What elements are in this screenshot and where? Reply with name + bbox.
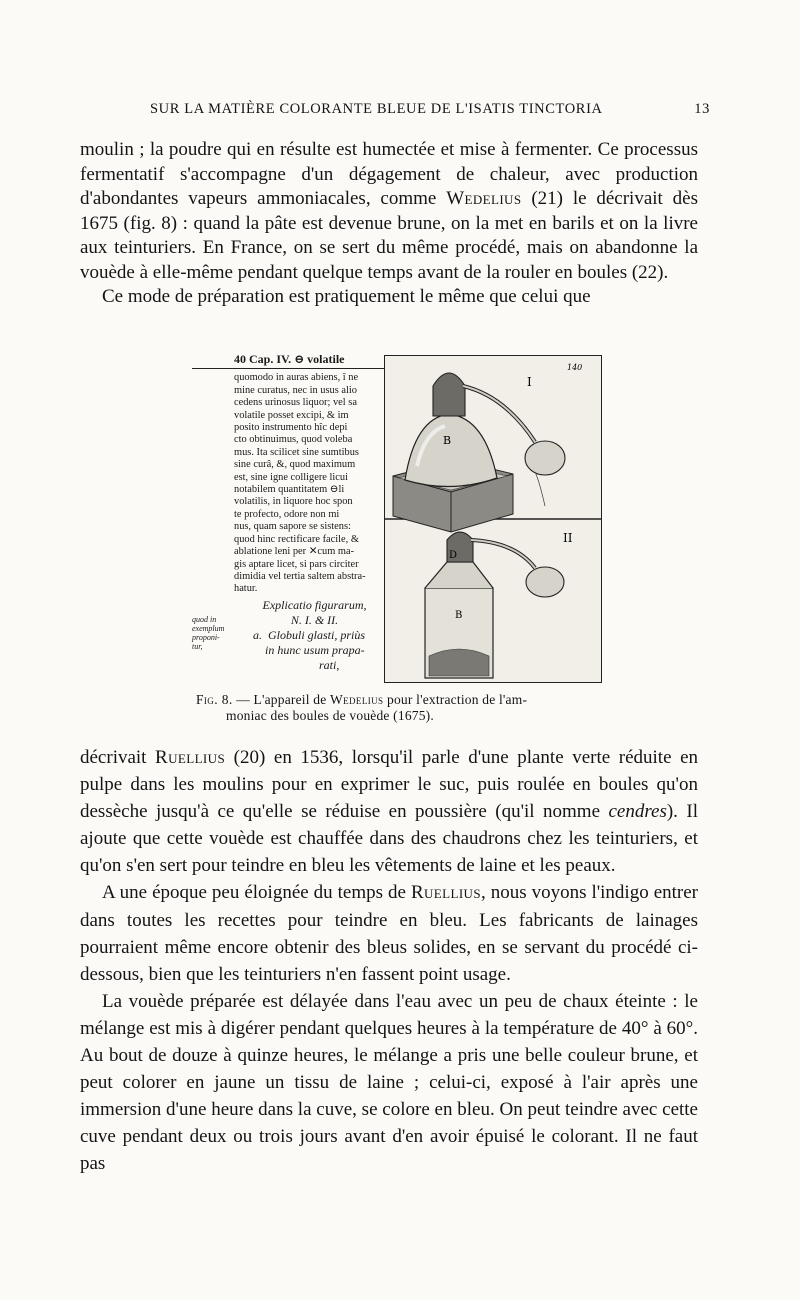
book-text-line: te profecto, odore non mi [234, 508, 340, 520]
book-caption-line: in hunc usum prapa- [253, 643, 365, 657]
lower-receiver-flask [526, 567, 564, 597]
book-page-header: 40 Cap. IV. ⊖ volatile [192, 353, 386, 369]
body-text-top [80, 138, 698, 310]
book-text-line: volatilis, in liquore hoc spon [234, 496, 353, 508]
plate-label-top-roman: I [527, 375, 532, 389]
figure-8 [192, 353, 600, 683]
alembic-neck [433, 373, 465, 416]
paragraph [80, 879, 698, 987]
text-run: ). Il ajoute que cette vouède est chauffée dans des chaudrons chez les teinturiers, et qu'on s'en sert pour teindre en bleu les vêtements de laine et les peaux. [80, 801, 698, 877]
text-run: . [663, 261, 669, 283]
book-text-line: gis aptare licet, si pars circiter [234, 558, 359, 570]
running-header [80, 101, 710, 123]
reference-mark: (20) [233, 747, 266, 768]
paragraph [80, 138, 698, 285]
running-title: SUR LA MATIÈRE COLORANTE BLEUE DE L'ISATIS TINCTORIA [150, 101, 603, 117]
reference-mark: (21) [531, 188, 563, 209]
text-run: décrivait [80, 747, 156, 768]
book-text-line: hatur. [234, 583, 258, 595]
book-text-line: volatile posset excipi, & im [234, 409, 349, 421]
book-text-line: quod hinc rectificare facile, & [234, 533, 359, 545]
book-page-text [192, 372, 386, 595]
italic-term: cendres [608, 801, 667, 823]
caption-text: — L'appareil de [232, 692, 330, 707]
text-run: A une époque peu éloignée du temps de [102, 882, 411, 904]
book-text-line: mus. Ita scilicet sine sumtibus [234, 446, 359, 458]
paragraph: La vouède préparée est délayée dans l'eau avec un peu de chaux éteinte : le mélange est mis à digérer pendant quelques heures à la température de 40° à 60°. Au bout de douze à quinze heures, le mélange a pris une belle couleur brune, et peut colorer en jaune un tissu de laine ; celui-ci, exposé à l'air après une immersion d'une heure dans la cuve, se colore en bleu. On peut teindre avec cette cuve pendant deux ou trois jours avant d'en avoir épuisé le colorant. Il ne faut pas [80, 990, 698, 1175]
book-text-line: posito instrumento hîc depi [234, 422, 348, 434]
plate-corner-number: 140 [567, 363, 583, 372]
text-run: moulin ; la poudre qui en résulte est humectée et mise à fermenter. Ce processus fermentatif s'accompagne d'un dégagement de chaleur, avec production d'abondantes vapeurs ammoniacales, comme [80, 139, 698, 209]
book-margin-note: quod in exemplum proponi-tur, [192, 615, 225, 651]
book-text-line: est, sine igne colligere licui [234, 471, 348, 483]
paragraph: Ce mode de préparation est pratiquement le même que celui que [102, 286, 591, 307]
caption-line [196, 692, 616, 708]
paragraph [80, 744, 698, 879]
distillation-engraving [384, 355, 602, 683]
book-caption-line: rati, [253, 658, 340, 672]
book-text-line: nus, quam sapore se sistens: [234, 521, 351, 533]
caption-text: pour l'extraction de l'am- [383, 692, 528, 707]
book-text-line: dimidia vel tertia saltem abstra- [234, 570, 366, 582]
author-name: Wedelius [446, 188, 522, 209]
book-figure-caption [247, 598, 382, 673]
book-caption-title: Explicatio figurarum, [262, 598, 367, 612]
figure-caption [196, 692, 616, 723]
body-text-bottom [80, 744, 698, 1178]
book-text-line: ablatione leni per ✕cum ma- [234, 546, 355, 558]
text-run: le décrivait dès 1675 (fig. 8) : quand la pâte est devenue brune, on la met en barils et on la livre aux teinturiers. En France, on se sert du même procédé, mais on abandonne la vouède à elle-même pendant quelque temps avant de la rouler en boules [80, 188, 698, 283]
text-run: , nous voyons l'indigo entrer dans toutes les recettes pour teindre en bleu. Les fabricants de lainages pourraient même encore obtenir des bleus solides, en se servant du procédé ci-dessous, bien que les teinturiers n'en fassent point usage. [80, 882, 698, 985]
plate-label-bottom-letter: B [455, 610, 463, 621]
book-text-line: quomodo in auras abiens, î ne [234, 372, 359, 384]
page-number: 13 [694, 101, 710, 117]
plate-label-mid-letter: D [449, 550, 458, 561]
text-run: en 1536, lorsqu'il parle d'une plante verte réduite en pulpe dans les moulins pour en exprimer le suc, puis roulée en boules qu'on dessèche jusqu'à ce qu'elle se réduise en poussière (qu'il nomme [80, 747, 699, 823]
book-text-line: cto obtinuimus, quod voleba [234, 434, 353, 446]
plate-label-top-letter: B [443, 434, 452, 447]
book-text-line: mine curatus, nec in usus alio [234, 384, 357, 396]
author-name: Ruellius [410, 882, 481, 904]
facsimile-book-page [192, 353, 386, 683]
book-caption-lines [247, 628, 382, 673]
book-text-line: sine curâ, &, quod maximum [234, 459, 356, 471]
engraving-illustration [385, 356, 601, 682]
author-name: Ruellius [155, 747, 226, 768]
figure-number: Fig. 8. [196, 692, 233, 707]
receiver-flask [525, 441, 565, 475]
caption-author: Wedelius [329, 692, 384, 707]
book-caption-subtitle: N. I. & II. [290, 613, 339, 627]
book-text-line: cedens urinosus liquor; vel sa [234, 397, 357, 409]
book-caption-line: a. Globuli glasti, priùs [253, 628, 366, 642]
reference-mark: (22) [631, 261, 664, 283]
book-text-line: notabilem quantitatem ⊖li [234, 484, 345, 496]
caption-line: moniac des boules de vouède (1675). [226, 707, 434, 723]
plate-label-bottom-roman: II [563, 531, 573, 545]
